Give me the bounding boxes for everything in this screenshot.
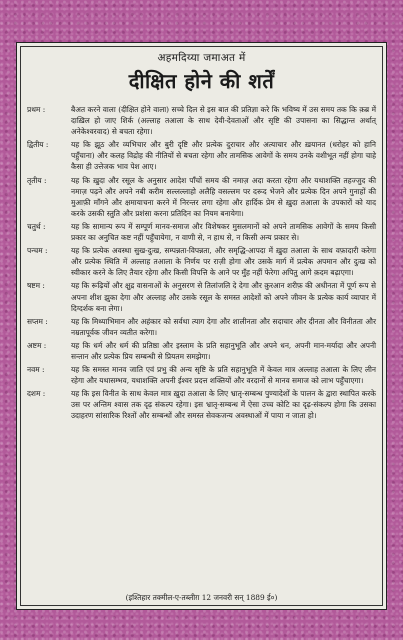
clause-label: पन्चम : xyxy=(27,246,48,256)
clause-7 xyxy=(27,316,376,338)
clause-text: यह कि झूठ और व्यभिचार और बुरी दृष्टि और प्रत्येक दुराचार और अत्याचार और ख़यानत (धरोहर को हानि पहुँचाना) और कलह विद्रोह की नीतियों से बचता रहेगा और तामसिक आवेगों के समय उनके वशीभूत नहीं होगा चाहे कैसा ही उत्तेजक भाव पेश आए। xyxy=(71,140,376,172)
clause-text: बैअत करने वाला (दीक्षित होने वाला) सच्चे दिल से इस बात की प्रतिज्ञा करे कि भविष्य में उस समय तक कि क़ब्र में दाख़िल हो जाए शिर्क (अल्लाह तआला के साथ देवी-देवताओं और सृष्टि की उपासना का सिद्धान्त अर्थात् अनेकेश्वरवाद) से बचता रहेगा। xyxy=(71,105,376,137)
page-title: दीक्षित होने की शर्तें xyxy=(128,69,275,93)
clause-text: यह कि प्रत्येक अवस्था सुख-दुःख, सम्पन्नता-विपन्नता, और समृद्धि-आपदा में ख़ुदा तआला के साथ वफ़ादारी करेगा और प्रत्येक स्थिति में अल्लाह तआला के निर्णय पर राज़ी होगा और उसके मार्ग में प्रत्येक अपमान और दुःख को स्वीकार करने के लिए तैयार रहेगा और किसी विपत्ति के आने पर मुँह नहीं फेरेगा अपितु आगे क़दम बढ़ाएगा। xyxy=(71,246,376,278)
clause-label: नवम : xyxy=(27,365,45,375)
clause-label: सप्तम : xyxy=(27,316,48,326)
clause-6 xyxy=(27,280,376,313)
header-subtitle: अहमदिय्या जमाअत में xyxy=(157,52,246,64)
clause-text: यह कि सामान्य रूप में सम्पूर्ण मानव-समाज और विशेषकर मुसलमानों को अपने तामसिक आवेगों के समय किसी प्रकार का अनुचित कष्ट नहीं पहुँचायेगा, न वाणी से, न हाथ से, न किसी अन्य प्रकार से। xyxy=(71,221,376,243)
citation: (इश्तिहार तक्मील-ए-तब्लीग़ 12 जनवरी सन् 1889 ई०) xyxy=(125,593,278,602)
document-card xyxy=(16,42,387,610)
clause-label: दशम : xyxy=(27,389,46,399)
clause-text: यह कि समस्त मानव जाति एवं प्रभु की अन्य सृष्टि के प्रति सहानुभूति में केवल मात्र अल्लाह तआला के लिए लीन रहेगा और यथासम्भव, यथाशक्ति अपनी ईश्वर प्रदत्त शक्तियों और वरदानों से मानव समाज को लाभ पहुँचाएगा। xyxy=(71,365,376,386)
clause-5 xyxy=(27,245,376,278)
clause-label: षष्टम : xyxy=(27,281,45,291)
clause-text: यह कि मिथ्याभिमान और अहंकार को सर्वथा त्याग देगा और शालीनता और सदाचार और दीनता और विनीतता और नम्रतापूर्वक जीवन व्यतीत करेगा। xyxy=(71,316,376,337)
clause-text: यह कि धर्म और धर्म की प्रतिष्ठा और इस्लाम के प्रति सहानुभूति और अपने धन, अपनी मान-मर्यादा और अपनी सन्तान और प्रत्येक प्रिय सम्बन्धी से प्रियतम समझेगा। xyxy=(71,340,376,361)
clause-1 xyxy=(27,104,376,137)
clause-text: यह कि रूढ़ियों और क्षुद्र वासनाओं के अनुसरण से तिलांजलि दे देगा और क़ुरआन शरीफ़ की अधीनता में पूर्ण रूप से अपना शीश झुका देगा और अल्लाह और उसके रसूल के समस्त आदेशों को अपने जीवन के प्रत्येक कार्य व्यापार में दिग्दर्शक बना लेगा। xyxy=(71,281,376,313)
clause-9 xyxy=(27,364,376,386)
clause-label: तृतीय : xyxy=(27,175,47,185)
clause-8 xyxy=(27,340,376,362)
clause-label: चतुर्थ : xyxy=(27,221,46,231)
clause-text: यह कि इस विनीत के साथ केवल मात्र ख़ुदा तआला के लिए भ्रातृ-सम्बन्ध पुण्यादेशों के पालन के द्वारा स्थापित करके उस पर अन्तिम श्वास तक दृढ़ संकल्प रहेगा। इस भ्रातृ-सम्बन्ध में ऐसा उच्च कोटि का दृढ़-संकल्प होगा कि उसका उदाहरण सांसारिक रिश्तों और सम्बन्धों और समस्त सेवकजन्य अवस्थाओं में पाया न जाता हो। xyxy=(71,389,376,421)
clause-label: अष्टम : xyxy=(27,340,47,350)
clause-3 xyxy=(27,175,376,219)
clause-4 xyxy=(27,221,376,243)
clause-label: द्वितीय : xyxy=(27,140,49,150)
clause-label: प्रथम : xyxy=(27,105,46,114)
clause-10 xyxy=(27,388,376,421)
clause-2 xyxy=(27,139,376,172)
clause-text: यह कि ख़ुदा और रसूल के अनुसार आदेश पाँचों समय की नमाज़ अदा करता रहेगा और यथाशक्ति तहज्जुद की नमाज़ पढ़ने और अपने नबी करीम सल्लल्लाहो अलैहि वसल्लम पर दरूद भेजने और प्रत्येक दिन अपने गुनाहों की मुआफ़ी माँगने और क्षमायाचना करने में निरन्तर लगा रहेगा और हार्दिक प्रेम से ख़ुदा तआला के उपकारों को याद करके उसकी स्तुति और प्रशंसा करना प्रतिदिन का नियम बनायेगा। xyxy=(71,175,376,218)
